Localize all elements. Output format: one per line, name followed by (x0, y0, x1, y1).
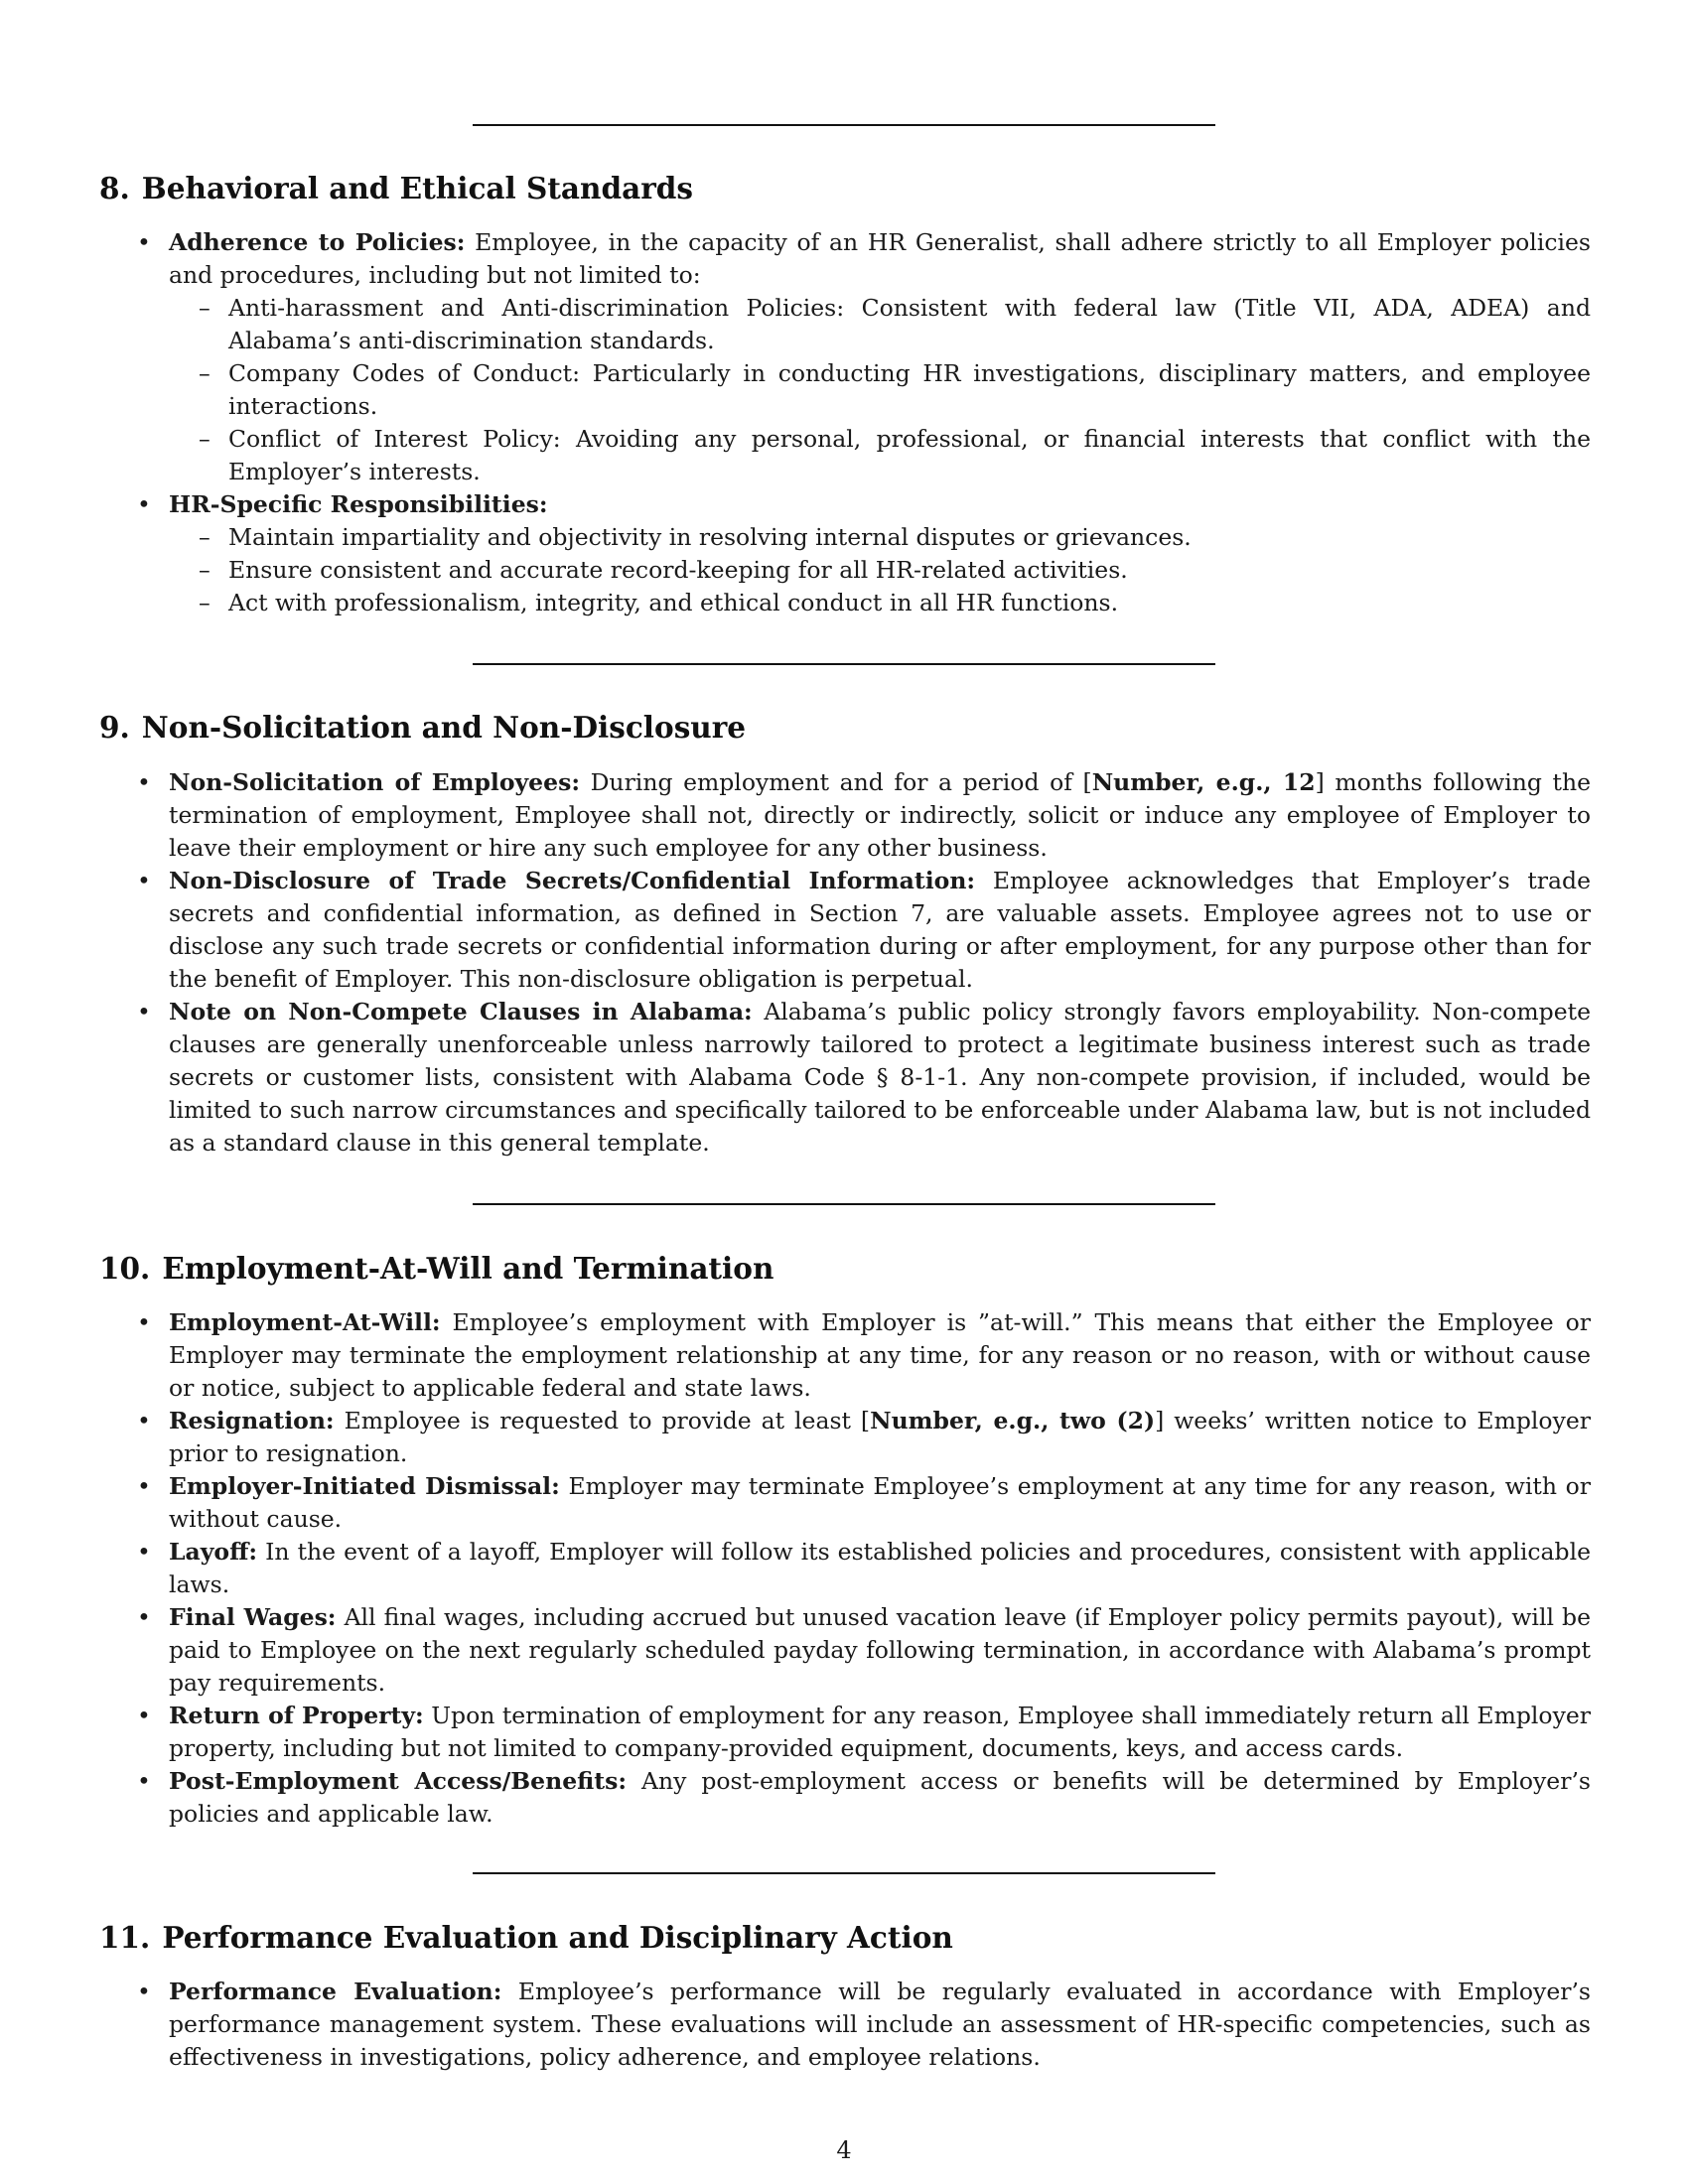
item-label: Non-Solicitation of Employees: (169, 768, 580, 796)
section-8-list (169, 226, 1591, 619)
section-8-heading (99, 171, 693, 205)
sub-list-item: – Conflict of Interest Policy: Avoiding any personal, professional, or financial interests that conflict with the Employer’s interests. (169, 423, 1591, 488)
section-11-list (169, 1976, 1591, 2074)
list-item (169, 1601, 1591, 1700)
list-item (169, 996, 1591, 1160)
item-label: Post-Employment Access/Benefits: (169, 1767, 627, 1795)
item-label: Resignation: (169, 1407, 335, 1434)
sub-list-item: – Anti-harassment and Anti-discrimination Policies: Consistent with federal law (Title VII, ADA, ADEA) and Alabama’s anti-discrimination standards. (169, 292, 1591, 357)
item-text: Employee is requested to provide at least [ (344, 1407, 871, 1434)
page-number: 4 (836, 2136, 852, 2164)
section-title: Employment-At-Will and Termination (162, 1251, 774, 1286)
item-text: All final wages, including accrued but unused vacation leave (if Employer policy permits payout), will be paid to Employee on the next regularly scheduled payday following termination, in accordance with Alabama’s prompt pay requirements. (169, 1603, 1591, 1697)
item-text: During employment and for a period of [ (590, 768, 1092, 796)
list-item (169, 1765, 1591, 1831)
item-label: Adherence to Policies: (169, 228, 466, 256)
item-label: HR-Specific Responsibilities: (169, 490, 548, 518)
section-divider (473, 1872, 1215, 1874)
item-text: Upon termination of employment for any reason, Employee shall immediately return all Employer property, including but not limited to company-provided equipment, documents, keys, and access cards. (169, 1702, 1591, 1762)
item-label: Note on Non-Compete Clauses in Alabama: (169, 998, 753, 1025)
list-item (169, 226, 1591, 488)
section-9-list (169, 766, 1591, 1160)
item-label: Non-Disclosure of Trade Secrets/Confidential Information: (169, 867, 976, 894)
sub-list-item: – Ensure consistent and accurate record-keeping for all HR-related activities. (169, 554, 1591, 587)
section-divider (473, 124, 1215, 126)
section-10-heading (99, 1251, 774, 1286)
item-text: ] months following the termination of employment, Employee shall not, directly or indirectly, solicit or induce any employee of Employer to leave their employment or hire any such employee for any other business. (169, 768, 1592, 862)
item-text: Employer may terminate Employee’s employment at any time for any reason, with or without cause. (169, 1472, 1591, 1533)
list-item (169, 1470, 1591, 1536)
section-title: Behavioral and Ethical Standards (141, 171, 694, 205)
item-label: Final Wages: (169, 1603, 337, 1631)
item-label: Employer-Initiated Dismissal: (169, 1472, 560, 1500)
item-text: Alabama’s public policy strongly favors employability. Non-compete clauses are generally unenforceable unless narrowly tailored to protect a legitimate business interest such as trade secrets or customer lists, consistent with Alabama Code § 8-1-1. Any non-compete provision, if included, would be limited to such narrow circumstances and specifically tailored to be enforceable under Alabama law, but is not included as a standard clause in this general template. (169, 998, 1591, 1157)
placeholder-value: Number, e.g., 12 (1091, 768, 1316, 796)
item-label: Employment-At-Will: (169, 1308, 441, 1336)
list-item (169, 1306, 1591, 1405)
sub-list (169, 521, 1591, 619)
section-number: 8. (99, 171, 130, 205)
item-label: Return of Property: (169, 1702, 424, 1729)
section-10-list (169, 1306, 1591, 1831)
placeholder-value: Number, e.g., two (2) (870, 1407, 1156, 1434)
list-item (169, 865, 1591, 996)
section-number: 9. (99, 710, 130, 745)
item-text: Employee’s performance will be regularly evaluated in accordance with Employer’s performance management system. These evaluations will include an assessment of HR-specific competencies, such as effectiveness in investigations, policy adherence, and employee relations. (169, 1978, 1591, 2071)
item-text: ] weeks’ written notice to Employer prior to resignation. (169, 1407, 1591, 1467)
sub-list-item: – Company Codes of Conduct: Particularly in conducting HR investigations, disciplinary matters, and employee interactions. (169, 357, 1591, 423)
section-number: 10. (99, 1251, 151, 1286)
list-item (169, 1700, 1591, 1765)
list-item (169, 1536, 1591, 1601)
list-item (169, 766, 1591, 865)
item-text: Employee’s employment with Employer is ”at-will.” This means that either the Employee or Employer may terminate the employment relationship at any time, for any reason or no reason, with or without cause or notice, subject to applicable federal and state laws. (169, 1308, 1591, 1402)
section-9-heading (99, 710, 746, 745)
list-item (169, 1405, 1591, 1470)
section-divider (473, 663, 1215, 665)
sub-list (169, 292, 1591, 488)
sub-list-item: – Maintain impartiality and objectivity in resolving internal disputes or grievances. (169, 521, 1591, 554)
item-text: Employee acknowledges that Employer’s trade secrets and confidential information, as defined in Section 7, are valuable assets. Employee agrees not to use or disclose any such trade secrets or confidential information during or after employment, for any purpose other than for the benefit of Employer. This non-disclosure obligation is perpetual. (169, 867, 1591, 993)
item-text: Employee, in the capacity of an HR Generalist, shall adhere strictly to all Employer policies and procedures, including but not limited to: (169, 228, 1591, 289)
section-11-heading (99, 1920, 953, 1955)
list-item (169, 1976, 1591, 2074)
list-item (169, 488, 1591, 619)
section-divider (473, 1203, 1215, 1205)
section-number: 11. (99, 1920, 151, 1955)
section-title: Performance Evaluation and Disciplinary Action (162, 1920, 953, 1955)
item-text: In the event of a layoff, Employer will follow its established policies and procedures, consistent with applicable laws. (169, 1538, 1591, 1598)
section-title: Non-Solicitation and Non-Disclosure (141, 710, 747, 745)
item-text: Any post-employment access or benefits will be determined by Employer’s policies and applicable law. (169, 1767, 1591, 1828)
sub-list-item: – Act with professionalism, integrity, and ethical conduct in all HR functions. (169, 587, 1591, 619)
item-label: Performance Evaluation: (169, 1978, 502, 2005)
item-label: Layoff: (169, 1538, 258, 1566)
